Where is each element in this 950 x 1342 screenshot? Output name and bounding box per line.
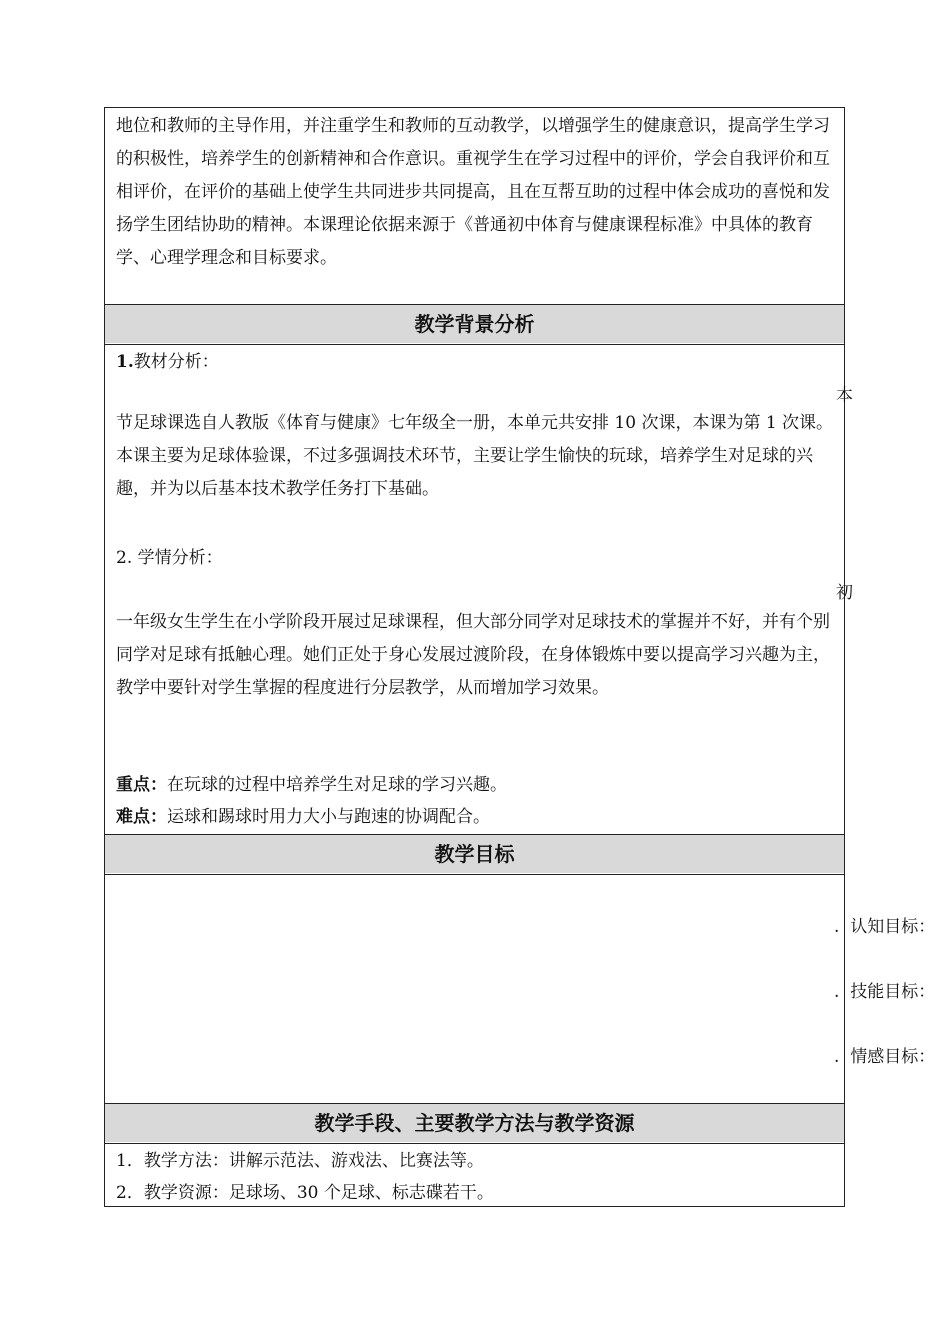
objective-dot: . (834, 1047, 840, 1067)
material-label (116, 346, 838, 378)
methods-line-1: 1．教学方法：讲解示范法、游戏法、比赛法等。 (116, 1151, 484, 1171)
material-label-text: 教材分析： (133, 352, 219, 372)
material-label-num: 1. (116, 352, 134, 372)
student-side-char: 初 (836, 583, 853, 603)
key-point-text: 在玩球的过程中培养学生对足球的学习兴趣。 (167, 775, 507, 795)
methods-heading: 教学手段、主要教学方法与教学资源 (105, 1104, 844, 1142)
student-analysis-label: 2. 学情分析： (116, 548, 223, 568)
student-analysis-text: 一年级女生学生在小学阶段开展过足球课程，但大部分同学对足球技术的掌握并不好，并有个别同学对足球有抵触心理。她们正处于身心发展过渡阶段，在身体锻炼中要以提高学习兴趣为主，教学中要针对学生掌握的程度进行分层教学，从而增加学习效果。 (116, 612, 830, 698)
difficulty-label: 难点： (116, 807, 167, 827)
objective-dot: . (834, 917, 840, 937)
row-divider (105, 1143, 844, 1144)
objective-label: 技能目标： (850, 982, 936, 1002)
objectives-heading: 教学目标 (105, 835, 844, 873)
material-side-char: 本 (836, 386, 853, 406)
key-point (116, 769, 838, 801)
objective-cognitive (834, 912, 935, 937)
objective-dot: . (834, 982, 840, 1002)
background-heading: 教学背景分析 (105, 305, 844, 343)
methods-line-2: 2．教学资源：足球场、30 个足球、标志碟若干。 (116, 1183, 494, 1203)
row-divider (105, 874, 844, 875)
objective-skill (834, 977, 935, 1002)
intro-paragraph: 地位和教师的主导作用，并注重学生和教师的互动教学，以增强学生的健康意识，提高学生学习的积极性，培养学生的创新精神和合作意识。重视学生在学习过程中的评价，学会自我评价和互相评价，在评价的基础上使学生共同进步共同提高，且在互帮互助的过程中体会成功的喜悦和发扬学生团结协助的精神。本课理论依据来源于《普通初中体育与健康课程标准》中具体的教育学、心理学理念和目标要求。 (116, 116, 830, 268)
difficulty-text: 运球和踢球时用力大小与跑速的协调配合。 (167, 807, 490, 827)
lesson-plan-table (104, 107, 845, 1207)
objective-label: 情感目标： (850, 1047, 936, 1067)
difficulty-point (116, 801, 838, 833)
objective-affective (834, 1042, 935, 1067)
material-analysis-text: 节足球课选自人教版《体育与健康》七年级全一册，本单元共安排 10 次课，本课为第 1 次课。本课主要为足球体验课，不过多强调技术环节，主要让学生愉快的玩球，培养学生对足球的兴趣，并为以后基本技术教学任务打下基础。 (116, 413, 834, 499)
objective-label: 认知目标： (850, 917, 936, 937)
row-divider (105, 344, 844, 345)
key-point-label: 重点： (116, 775, 167, 795)
